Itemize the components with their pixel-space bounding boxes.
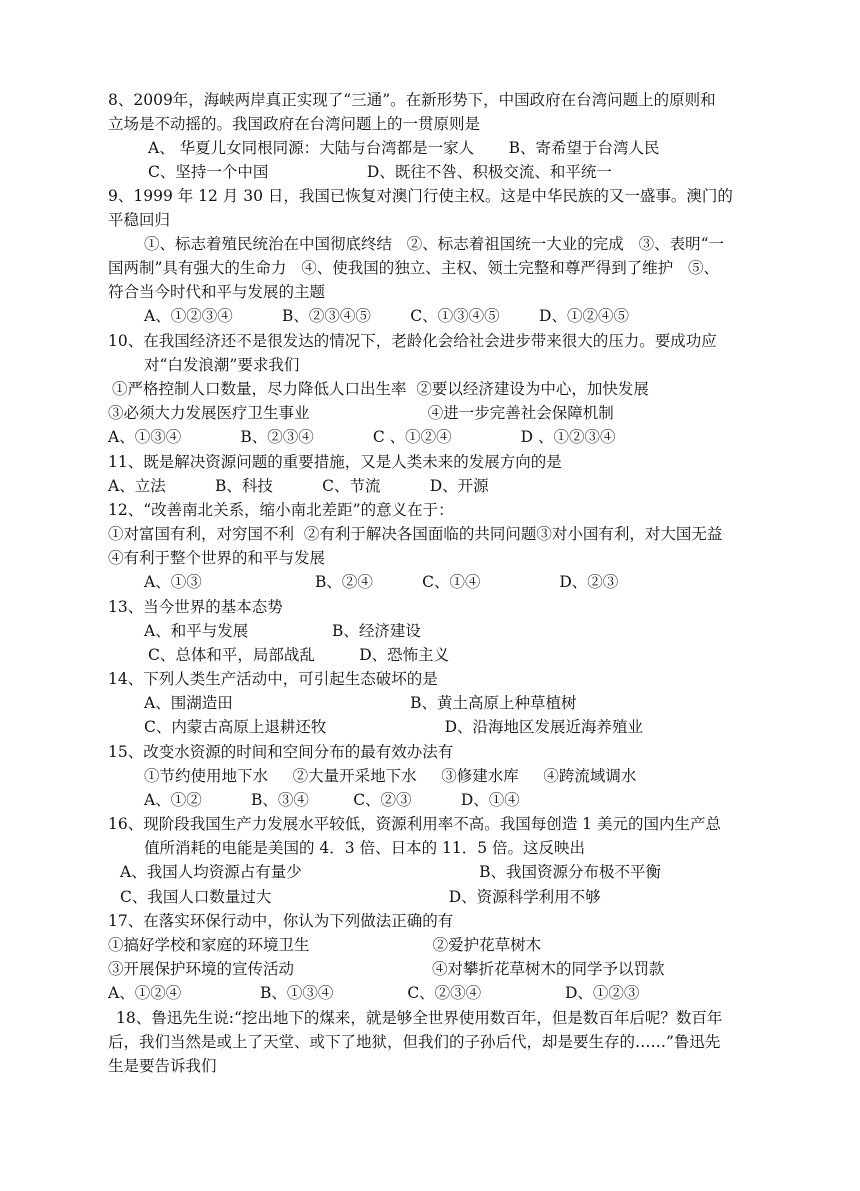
q16-options-ab: A、我国人均资源占有量少 B、我国资源分布极不平衡	[120, 863, 661, 881]
q12-statements-line2: ④有利于整个世界的和平与发展	[108, 549, 326, 567]
q14-options-ab: A、围湖造田 B、黄土高原上种草植树	[144, 694, 577, 712]
q13-options-ab: A、和平与发展 B、经济建设	[144, 622, 421, 640]
q13-stem: 13、当今世界的基本态势	[108, 598, 283, 616]
q16-stem-line2: 值所消耗的电能是美国的 4．3 倍、日本的 11．5 倍。这反映出	[144, 839, 586, 857]
q14-options-cd: C、内蒙古高原上退耕还牧 D、沿海地区发展近海养殖业	[144, 718, 644, 736]
q11-stem: 11、既是解决资源问题的重要措施，又是人类未来的发展方向的是	[108, 453, 562, 471]
q8-options-cd: C、坚持一个中国 D、既往不咎、积极交流、和平统一	[148, 163, 612, 181]
q9-statements-line2: 国两制”具有强大的生命力 ④、使我国的独立、主权、领土完整和尊严得到了维护 ⑤、	[108, 259, 719, 277]
q14-stem: 14、下列人类生产活动中，可引起生态破坏的是	[108, 670, 438, 688]
q8-options-ab: A、 华夏儿女同根同源：大陆与台湾都是一家人 B、寄希望于台湾人民	[148, 139, 660, 157]
q16-options-cd: C、我国人口数量过大 D、资源科学利用不够	[120, 888, 601, 906]
q17-statements-line1: ①搞好学校和家庭的环境卫生 ②爱护花草树木	[108, 936, 542, 954]
q11-options: A、立法 B、科技 C、节流 D、开源	[108, 477, 489, 495]
q8-stem-line1: 8、2009年，海峡两岸真正实现了“三通”。在新形势下，中国政府在台湾问题上的原则和	[108, 91, 716, 109]
q17-statements-line2: ③开展保护环境的宣传活动 ④对攀折花草树木的同学予以罚款	[108, 960, 665, 978]
q18-stem-line3: 生是要告诉我们	[108, 1057, 217, 1075]
q9-stem-line2: 平稳回归	[108, 211, 171, 229]
q16-stem-line1: 16、现阶段我国生产力发展水平较低，资源利用率不高。我国每创造 1 美元的国内生产总	[108, 815, 721, 833]
q10-stem-line2: 对“白发浪潮”要求我们	[144, 356, 300, 374]
q15-statements: ①节约使用地下水 ②大量开采地下水 ③修建水库 ④跨流域调水	[144, 767, 637, 785]
q10-options: A、①③④ B、②③④ C 、①②④ D 、①②③④	[108, 428, 616, 446]
q10-statements-line2: ③必须大力发展医疗卫生事业 ④进一步完善社会保障机制	[108, 404, 614, 422]
q18-stem-line1: 18、鲁迅先生说:“挖出地下的煤来，就是够全世界使用数百年，但是数百年后呢？数百年	[116, 1009, 723, 1027]
q8-stem-line2: 立场是不动摇的。我国政府在台湾问题上的一贯原则是	[108, 115, 481, 133]
q17-stem: 17、在落实环保行动中，你认为下列做法正确的有	[108, 912, 454, 930]
q15-options: A、①② B、③④ C、②③ D、①④	[144, 791, 520, 809]
q13-options-cd: C、总体和平，局部战乱 D、恐怖主义	[148, 646, 450, 664]
q9-statements-line1: ①、标志着殖民统治在中国彻底终结 ②、标志着祖国统一大业的完成 ③、表明“一	[144, 235, 724, 253]
q10-statements-line1: ①严格控制人口数量，尽力降低人口出生率 ②要以经济建设为中心，加快发展	[112, 380, 649, 398]
q12-statements-line1: ①对富国有利，对穷国不利 ②有利于解决各国面临的共同问题③对小国有利，对大国无益	[108, 525, 723, 543]
q9-statements-line3: 符合当今时代和平与发展的主题	[108, 283, 326, 301]
q12-stem: 12、“改善南北关系，缩小南北差距”的意义在于：	[108, 501, 454, 519]
q9-stem-line1: 9、1999 年 12 月 30 日，我国已恢复对澳门行使主权。这是中华民族的又一盛事。澳门的	[108, 187, 733, 205]
q9-options: A、①②③④ B、②③④⑤ C、①③④⑤ D、①②④⑤	[144, 307, 629, 325]
q12-options: A、①③ B、②④ C、①④ D、②③	[144, 573, 619, 591]
q10-stem-line1: 10、在我国经济还不是很发达的情况下，老龄化会给社会进步带来很大的压力。要成功应	[108, 332, 717, 350]
q18-stem-line2: 后，我们当然是或上了天堂、或下了地狱，但我们的子孙后代，却是要生存的……”鲁迅先	[108, 1033, 721, 1051]
q15-stem: 15、改变水资源的时间和空间分布的最有效办法有	[108, 743, 454, 761]
q17-options: A、①②④ B、①③④ C、②③④ D、①②③	[108, 984, 640, 1002]
